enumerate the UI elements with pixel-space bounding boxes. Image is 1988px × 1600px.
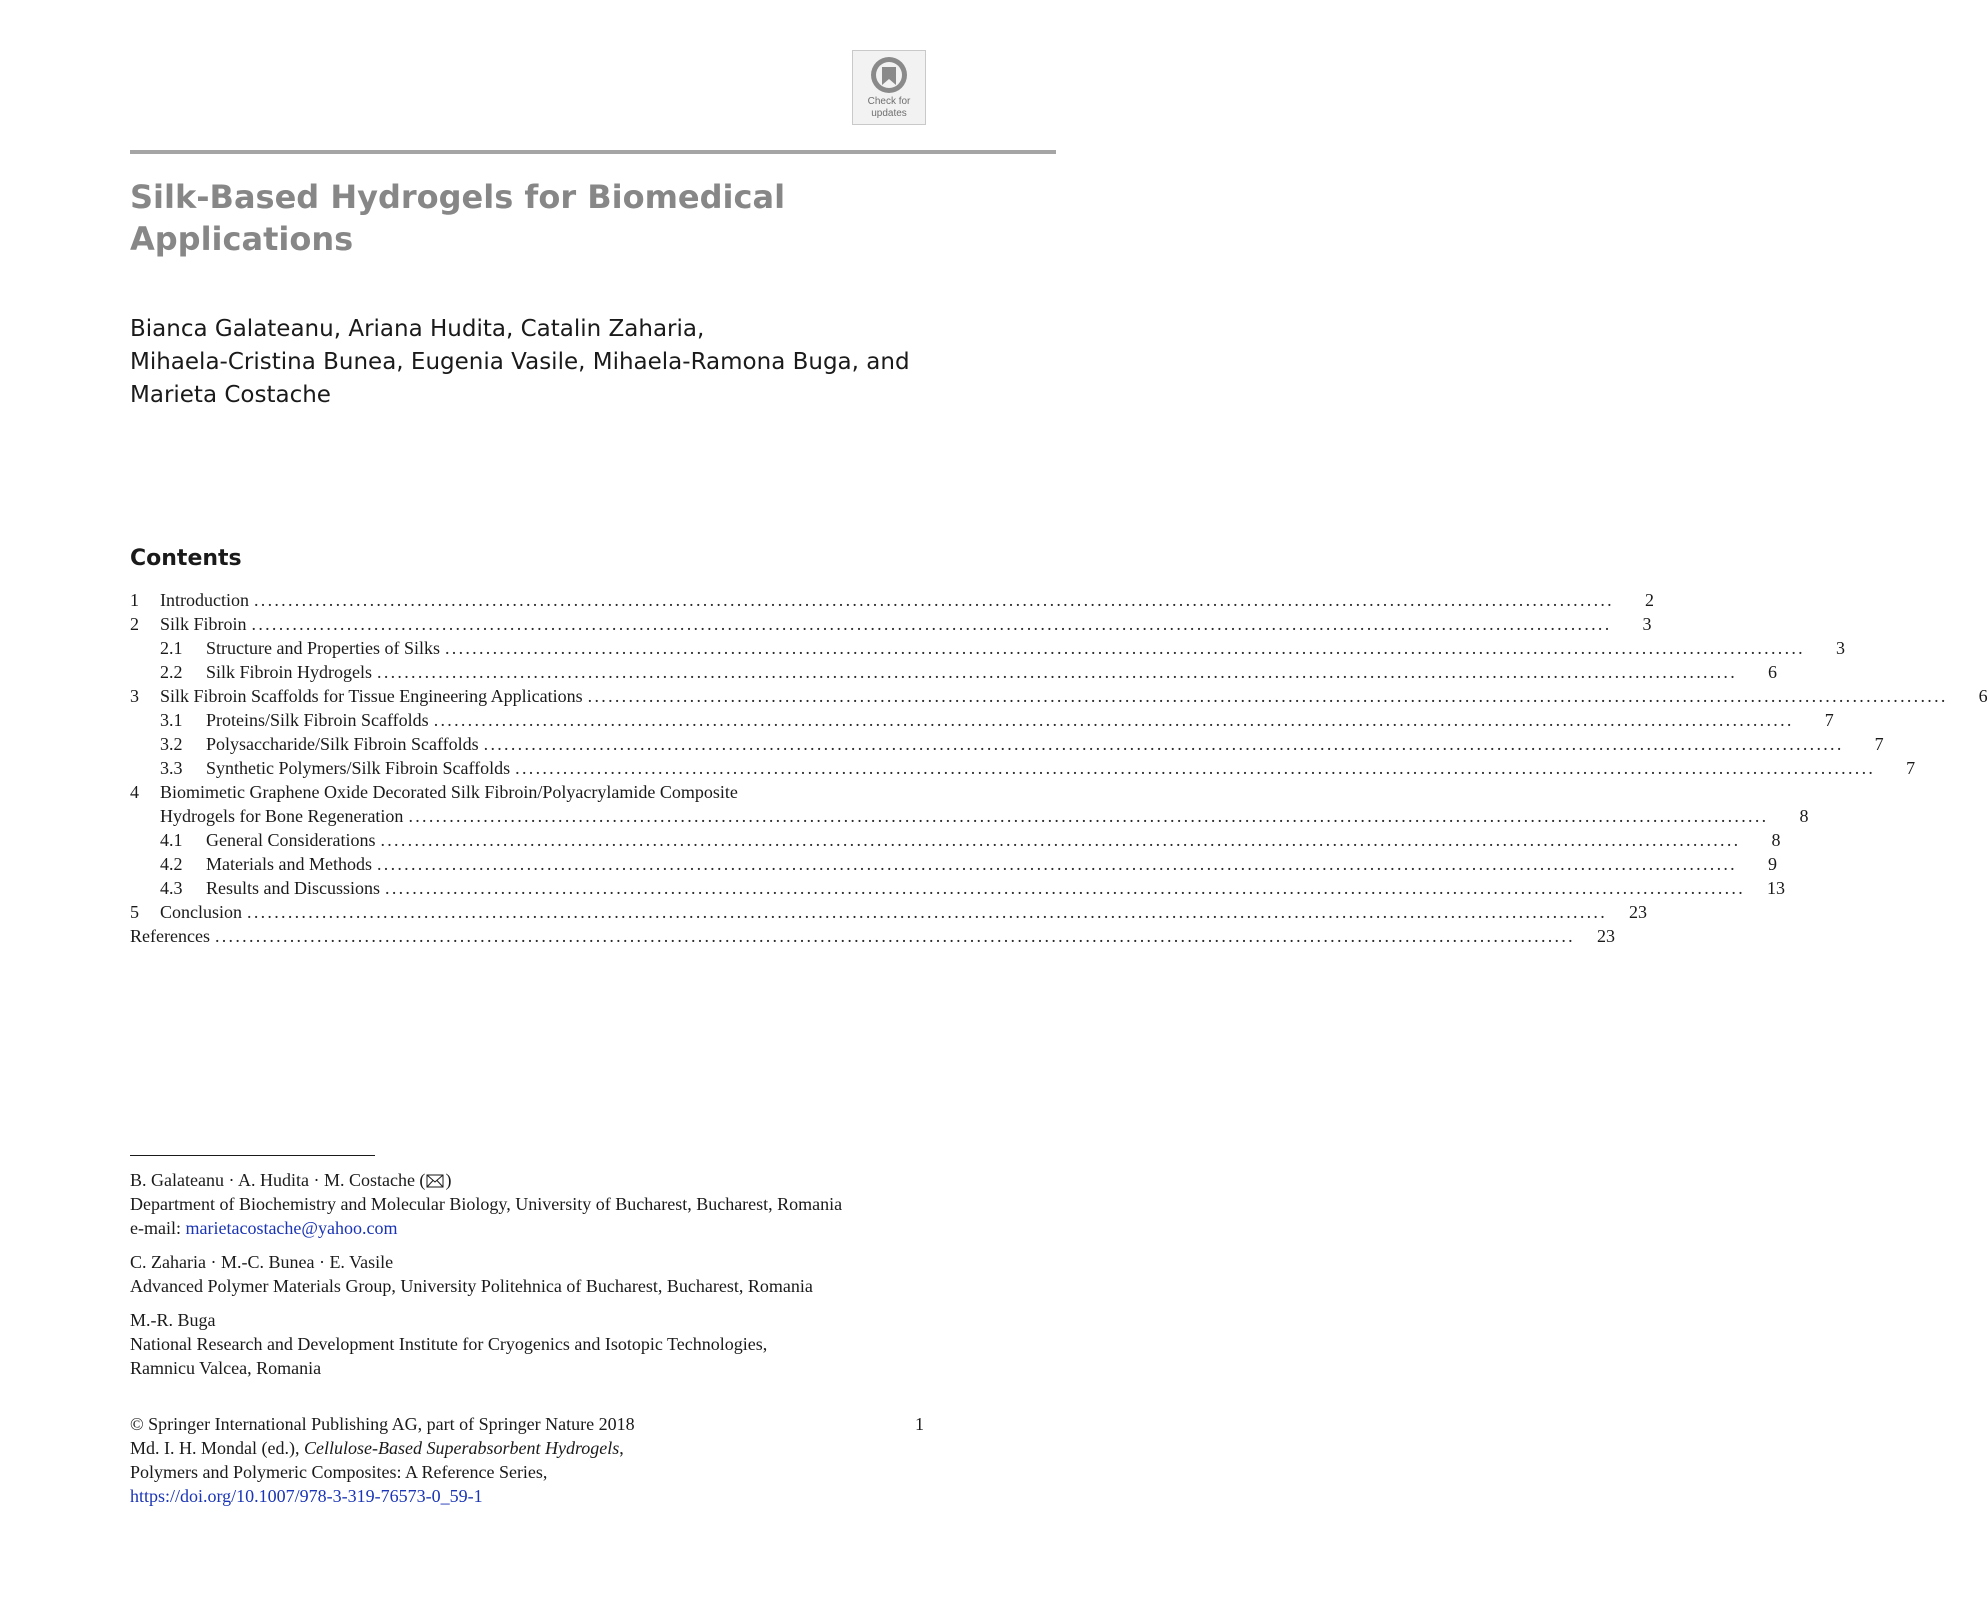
citation-editor: Md. I. H. Mondal (ed.), (130, 1438, 304, 1458)
toc-leader: ........................................................................................................................................................................................................ (587, 686, 1948, 706)
toc-title: Polysaccharide/Silk Fibroin Scaffolds (206, 734, 479, 754)
toc-page: 3 (1642, 614, 1652, 634)
authors-line-3: Marieta Costache (130, 382, 331, 408)
title-line-2: Applications (130, 220, 354, 258)
affiliation-names: M.-R. Buga (130, 1310, 216, 1330)
toc-title: Materials and Methods (206, 854, 372, 874)
toc-entry[interactable] (130, 876, 1786, 900)
authors-line-1: Bianca Galateanu, Ariana Hudita, Catalin Zaharia, (130, 316, 705, 342)
toc-entry-references[interactable] (130, 924, 1615, 948)
affiliation-group-2 (130, 1250, 950, 1298)
toc-title: Introduction (160, 590, 249, 610)
toc-number: 3.2 (160, 734, 183, 754)
toc-title: Silk Fibroin (160, 614, 247, 634)
series-line: Polymers and Polymeric Composites: A Reference Series, (130, 1462, 548, 1482)
chapter-title (130, 176, 890, 260)
toc-page: 9 (1767, 854, 1777, 874)
toc-page: 13 (1767, 878, 1786, 898)
toc-leader: ........................................................................................................................................................................................................ (214, 926, 1575, 946)
toc-number: 3 (130, 686, 139, 706)
toc-leader: ........................................................................................................................................................................................................ (251, 614, 1612, 634)
toc-number: 5 (130, 902, 139, 922)
toc-number: 4.1 (160, 830, 183, 850)
toc-entry[interactable] (130, 636, 1845, 660)
toc-entry[interactable] (130, 708, 1834, 732)
affiliation-text: Department of Biochemistry and Molecular Biology, University of Bucharest, Bucharest, Romania (130, 1194, 843, 1214)
toc-page: 8 (1799, 806, 1809, 826)
affiliation-text: Advanced Polymer Materials Group, University Politehnica of Bucharest, Bucharest, Romania (130, 1276, 813, 1296)
email-label: e-mail: (130, 1218, 186, 1238)
toc-leader: ........................................................................................................................................................................................................ (376, 854, 1737, 874)
names-text: B. Galateanu · A. Hudita · M. Costache ( (130, 1170, 426, 1190)
toc-number: 1 (130, 590, 139, 610)
toc-page: 23 (1629, 902, 1648, 922)
toc-leader: ........................................................................................................................................................................................................ (515, 758, 1876, 778)
toc-entry-continuation[interactable] (130, 804, 1809, 828)
toc-entry[interactable] (130, 612, 1652, 636)
toc-number: 3.3 (160, 758, 183, 778)
toc-leader: ........................................................................................................................................................................................................ (433, 710, 1794, 730)
check-for-updates-icon (869, 55, 909, 95)
toc-leader: ........................................................................................................................................................................................................ (253, 590, 1614, 610)
header-rule (130, 150, 1056, 154)
toc-leader: ........................................................................................................................................................................................................ (377, 662, 1738, 682)
toc-page: 7 (1906, 758, 1916, 778)
author-list (130, 313, 950, 412)
toc-number: 3.1 (160, 710, 183, 730)
toc-entry[interactable] (130, 900, 1648, 924)
toc-title: Silk Fibroin Scaffolds for Tissue Engineering Applications (160, 686, 583, 706)
toc-title: Biomimetic Graphene Oxide Decorated Silk Fibroin/Polyacrylamide Composite (160, 782, 738, 802)
page-number: 1 (915, 1414, 924, 1434)
toc-number: 4.2 (160, 854, 183, 874)
toc-title: Structure and Properties of Silks (206, 638, 440, 658)
toc-entry[interactable] (130, 828, 1781, 852)
affiliation-names (130, 1168, 950, 1192)
toc-number: 4.3 (160, 878, 183, 898)
toc-entry[interactable] (130, 780, 927, 804)
email-line (130, 1216, 950, 1240)
affiliations (130, 1168, 950, 1390)
affiliation-text-line-1: National Research and Development Institute for Cryogenics and Isotopic Technologies, (130, 1334, 768, 1354)
affiliation-group-1 (130, 1168, 950, 1240)
toc-page: 3 (1835, 638, 1845, 658)
check-for-updates-badge[interactable] (852, 50, 926, 125)
affiliation-group-3 (130, 1308, 950, 1380)
names-end: ) (445, 1170, 452, 1190)
citation-line (130, 1436, 930, 1460)
toc-leader: ........................................................................................................................................................................................................ (380, 830, 1741, 850)
toc-title: References (130, 926, 210, 946)
doi-link[interactable]: https://doi.org/10.1007/978-3-319-76573-0_59-1 (130, 1486, 483, 1506)
footnote-rule (130, 1155, 375, 1156)
toc-entry[interactable] (130, 852, 1777, 876)
title-line-1: Silk-Based Hydrogels for Biomedical (130, 178, 786, 216)
envelope-icon (426, 1174, 444, 1188)
email-link[interactable]: marietacostache@yahoo.com (185, 1218, 398, 1238)
toc-title: Silk Fibroin Hydrogels (206, 662, 373, 682)
toc-page: 8 (1771, 830, 1781, 850)
toc-title: General Considerations (206, 830, 376, 850)
toc-leader: ........................................................................................................................................................................................................ (408, 806, 1769, 826)
toc-number: 2 (130, 614, 139, 634)
badge-line-1: Check for (867, 96, 911, 107)
copyright-block (130, 1412, 930, 1508)
toc-entry[interactable] (130, 756, 1916, 780)
toc-leader: ........................................................................................................................................................................................................ (444, 638, 1805, 658)
toc-title: Conclusion (160, 902, 243, 922)
toc-entry[interactable] (130, 660, 1778, 684)
toc-page: 7 (1874, 734, 1884, 754)
toc-page: 6 (1978, 686, 1988, 706)
table-of-contents (130, 588, 1988, 948)
toc-number: 2.2 (160, 662, 183, 682)
toc-title: Hydrogels for Bone Regeneration (160, 806, 404, 826)
affiliation-names: C. Zaharia · M.-C. Bunea · E. Vasile (130, 1252, 394, 1272)
toc-page: 23 (1596, 926, 1615, 946)
toc-leader: ........................................................................................................................................................................................................ (247, 902, 1608, 922)
authors-line-2: Mihaela-Cristina Bunea, Eugenia Vasile, Mihaela-Ramona Buga, and (130, 349, 910, 375)
toc-leader: ........................................................................................................................................................................................................ (483, 734, 1844, 754)
toc-leader: ........................................................................................................................................................................................................ (385, 878, 1746, 898)
toc-title: Synthetic Polymers/Silk Fibroin Scaffolds (206, 758, 511, 778)
toc-entry[interactable] (130, 732, 1884, 756)
toc-number: 2.1 (160, 638, 183, 658)
toc-title: Results and Discussions (206, 878, 381, 898)
toc-page: 7 (1824, 710, 1834, 730)
copyright-line: © Springer International Publishing AG, part of Springer Nature 2018 (130, 1414, 635, 1434)
badge-line-2: updates (871, 108, 907, 119)
citation-comma: , (619, 1438, 624, 1458)
affiliation-text-line-2: Ramnicu Valcea, Romania (130, 1358, 322, 1378)
toc-title: Proteins/Silk Fibroin Scaffolds (206, 710, 429, 730)
contents-heading: Contents (130, 546, 242, 571)
toc-page: 2 (1644, 590, 1654, 610)
toc-number: 4 (130, 782, 139, 802)
toc-page: 6 (1768, 662, 1778, 682)
toc-entry[interactable] (130, 588, 1654, 612)
toc-entry[interactable] (130, 684, 1988, 708)
book-title: Cellulose-Based Superabsorbent Hydrogels (303, 1438, 620, 1458)
